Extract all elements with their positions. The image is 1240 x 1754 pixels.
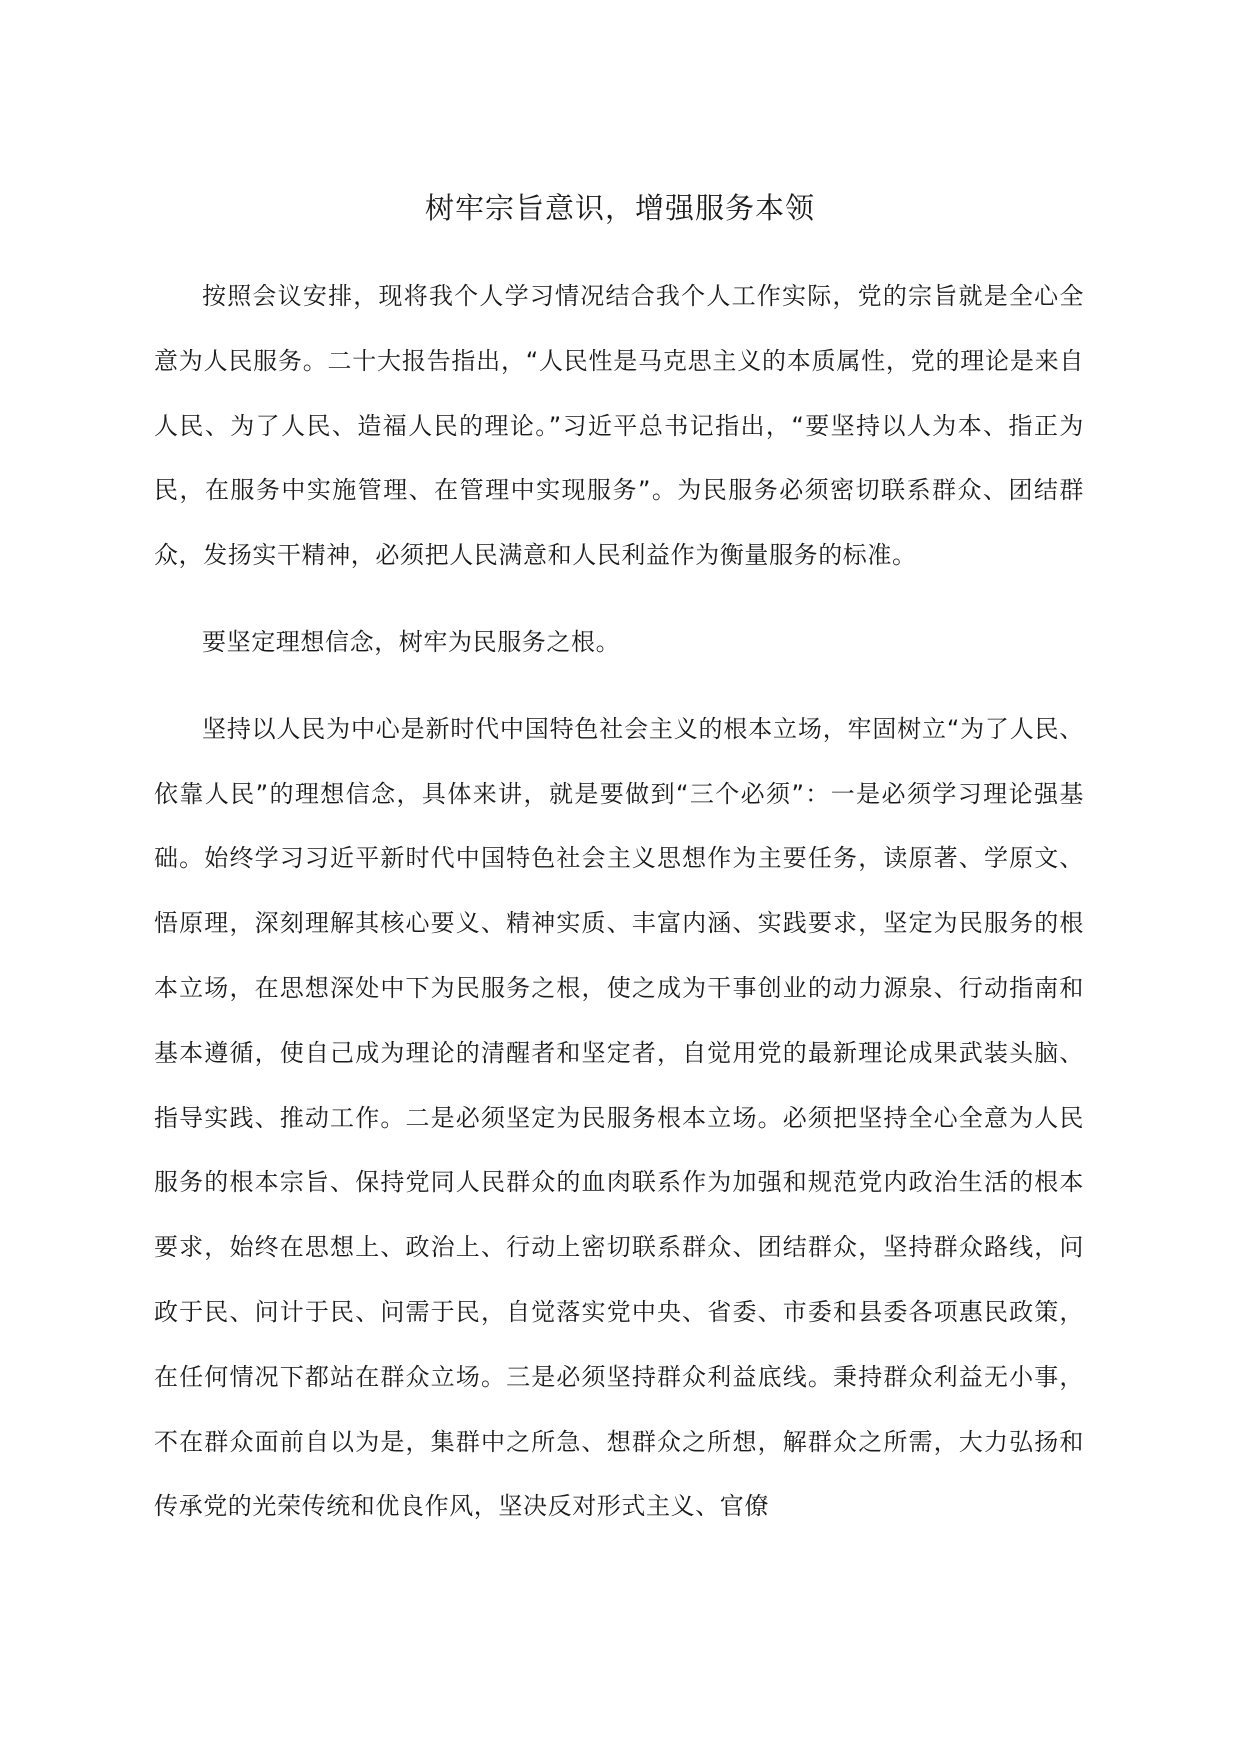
document-title: 树牢宗旨意识，增强服务本领 bbox=[424, 191, 815, 225]
paragraph-main: 坚持以人民为中心是新时代中国特色社会主义的根本立场，牢固树立“为了人民、依靠人民”的理想信念，具体来讲，就是要做到“三个必须”：一是必须学习理论强基础。始终学习习近平新时代中国特色社会主义思想作为主要任务，读原著、学原文、悟原理，深刻理解其核心要义、精神实质、丰富内涵、实践要求，坚定为民服务的根本立场，在思想深处中下为民服务之根，使之成为干事创业的动力源泉、行动指南和基本遵循，使自己成为理论的清醒者和坚定者，自觉用党的最新理论成果武装头脑、指导实践、推动工作。二是必须坚定为民服务根本立场。必须把坚持全心全意为人民服务的根本宗旨、保持党同人民群众的血肉联系作为加强和规范党内政治生活的根本要求，始终在思想上、政治上、行动上密切联系群众、团结群众，坚持群众路线，问政于民、问计于民、问需于民，自觉落实党中央、省委、市委和县委各项惠民政策，在任何情况下都站在群众立场。三是必须坚持群众利益底线。秉持群众利益无小事，不在群众面前自以为是，集群中之所急、想群众之所想，解群众之所需，大力弘扬和传承党的光荣传统和优良作风，坚决反对形式主义、官僚 bbox=[154, 714, 1084, 1521]
document-body bbox=[154, 264, 1084, 1559]
paragraph-subheading: 要坚定理想信念，树牢为民服务之根。 bbox=[202, 627, 621, 656]
paragraph-intro: 按照会议安排，现将我个人学习情况结合我个人工作实际，党的宗旨就是全心全意为人民服务。二十大报告指出，“人民性是马克思主义的本质属性，党的理论是来自人民、为了人民、造福人民的理论。”习近平总书记指出，“要坚持以人为本、指正为民，在服务中实施管理、在管理中实现服务”。为民服务必须密切联系群众、团结群众，发扬实干精神，必须把人民满意和人民利益作为衡量服务的标准。 bbox=[154, 282, 1084, 570]
